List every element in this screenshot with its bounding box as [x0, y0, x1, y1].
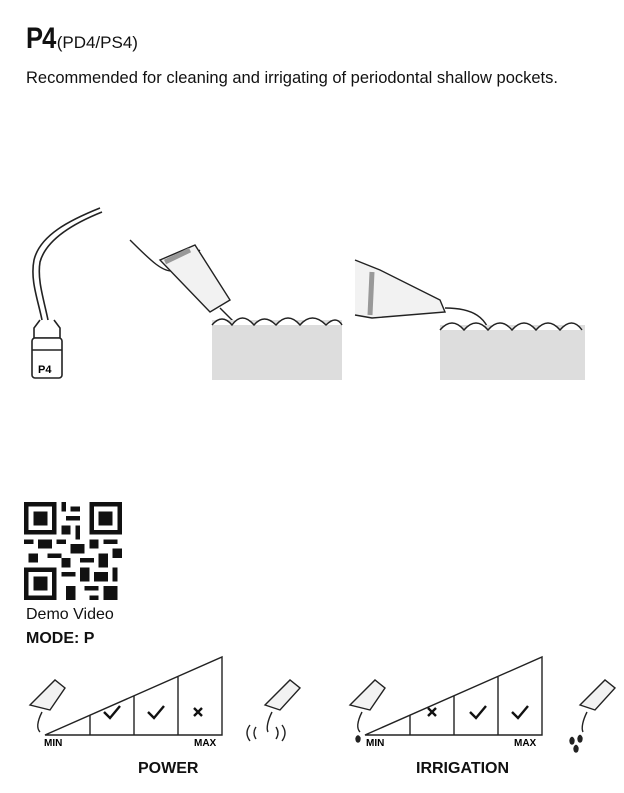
handpiece-horizontal-image [355, 260, 585, 380]
power-min-label: MIN [44, 738, 63, 749]
qr-code[interactable] [24, 502, 122, 600]
model-variants: (PD4/PS4) [56, 33, 138, 52]
power-max-label: MAX [194, 738, 217, 749]
tip-label: P4 [38, 364, 52, 376]
irrigation-gauge [330, 650, 620, 760]
irrigation-label: IRRIGATION [416, 760, 510, 777]
model-name: P4 [26, 22, 56, 55]
power-gauge [10, 650, 310, 760]
description: Recommended for cleaning and irrigating of periodontal shallow pockets. [26, 69, 558, 87]
scaler-tip-image [32, 208, 102, 378]
tip-illustrations [0, 200, 624, 390]
irrigation-max-label: MAX [514, 738, 537, 749]
irrigation-min-label: MIN [366, 738, 385, 749]
power-label: POWER [138, 760, 199, 777]
handpiece-vertical-image [130, 240, 342, 380]
mode-label: MODE: P [26, 630, 95, 647]
demo-video-label[interactable]: Demo Video [26, 606, 114, 623]
title [26, 22, 138, 56]
